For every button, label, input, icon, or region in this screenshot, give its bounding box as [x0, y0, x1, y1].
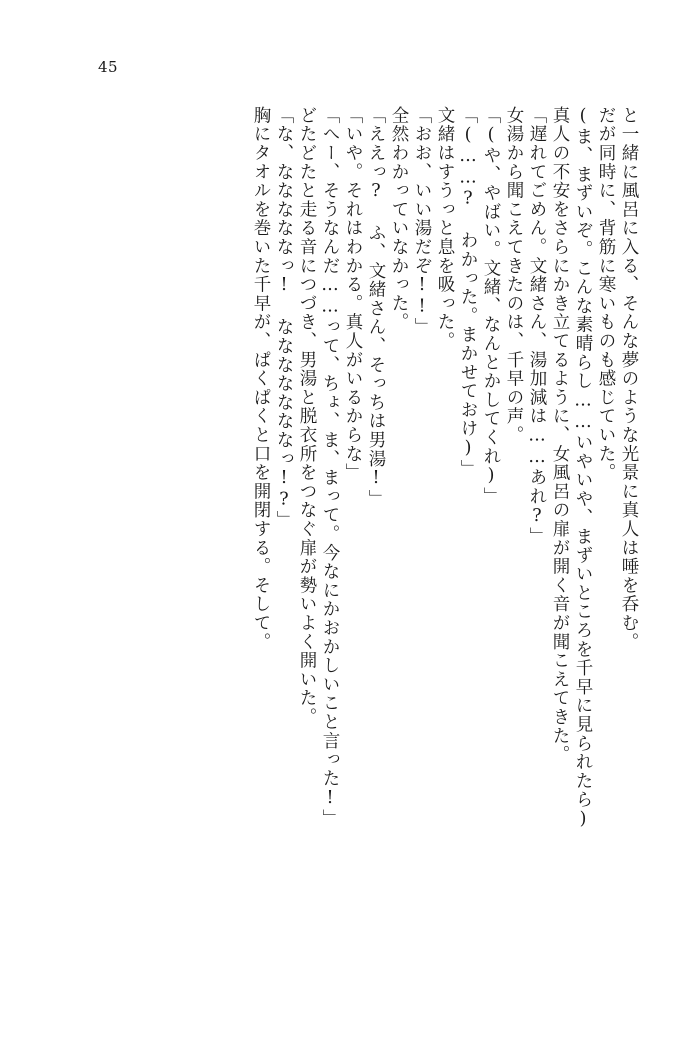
page-number: 45 [98, 58, 119, 76]
text-line: (ま、まずいぞ。こんな素晴らし……いやいや、まずいところを千早に見られたら) [573, 106, 593, 831]
text-line: 「遅れてごめん。文緒さん、湯加減は……あれ?」 [527, 106, 547, 546]
text-line: 「へー、そうなんだ……って、ちょ、ま、まって。今なにかおかしいこと言った!」 [320, 106, 340, 828]
text-line: 「いや。それはわかる。真人がいるからな」 [343, 106, 363, 482]
text-line: 「ええっ? ふ、文緒さん、そっちは男湯!」 [366, 106, 386, 509]
text-line: 「(や、やばい。文緒、なんとかしてくれ)」 [481, 106, 501, 506]
text-line: 胸にタオルを巻いた千早が、ぱくぱくと口を開閉する。そして。 [251, 106, 271, 652]
text-line: と一緒に風呂に入る、そんな夢のような光景に真人は唾を呑む。 [619, 106, 639, 652]
text-line: 文緒はすうっと息を吸った。 [435, 106, 455, 351]
text-line: 全然わかっていなかった。 [389, 106, 409, 332]
text-line: 「(……? わかった。まかせておけ)」 [458, 106, 478, 479]
text-line: だが同時に、背筋に寒いものも感じていた。 [596, 106, 616, 482]
text-line: 女湯から聞こえてきたのは、千早の声。 [504, 106, 524, 445]
text-line: 「な、なななななっ! なななななななっ!?」 [274, 106, 294, 530]
text-line: どたどたと走る音につづき、男湯と脱衣所をつなぐ扉が勢いよく開いた。 [297, 106, 317, 727]
text-line: 真人の不安をさらにかき立てるように、女風呂の扉が開く音が聞こえてきた。 [550, 106, 570, 764]
vertical-text-body [67, 106, 637, 986]
text-line: 「おお、いい湯だぞ!!」 [412, 106, 432, 337]
